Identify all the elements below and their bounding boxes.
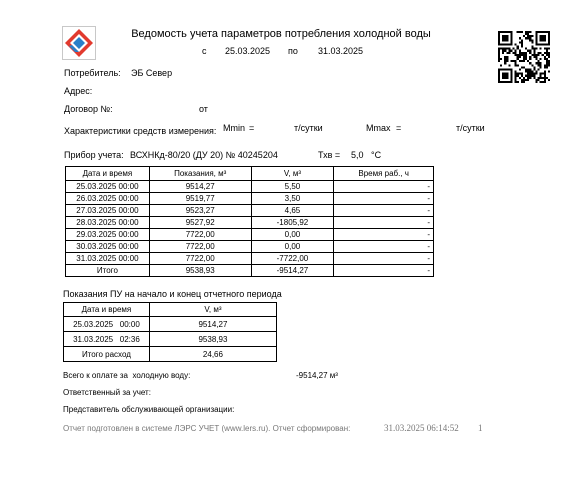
cell-work-time: - <box>334 181 434 193</box>
cell-volume: 0,00 <box>251 241 334 253</box>
cell-work-time: - <box>334 229 434 241</box>
contract-from-label: от <box>199 104 208 114</box>
period-row <box>64 332 277 347</box>
responsible-label: Ответственный за учет: <box>63 388 151 397</box>
table-total-row <box>66 265 434 277</box>
period-cell-datetime: 25.03.2025 00:00 <box>64 317 150 332</box>
representative-label: Представитель обслуживающей организации: <box>63 405 235 414</box>
cell-reading: 7722,00 <box>149 253 251 265</box>
table-row <box>66 181 434 193</box>
txv-unit: °С <box>371 150 382 160</box>
cell-work-time: - <box>334 241 434 253</box>
cell-volume: -7722,00 <box>251 253 334 265</box>
total-reading: 9538,93 <box>149 265 251 277</box>
table-row <box>66 241 434 253</box>
cell-datetime: 31.03.2025 00:00 <box>66 253 150 265</box>
total-work-time: - <box>334 265 434 277</box>
cell-reading: 7722,00 <box>149 241 251 253</box>
table-row <box>66 205 434 217</box>
characteristics-label: Характеристики средств измерения: <box>64 126 217 136</box>
cell-work-time: - <box>334 253 434 265</box>
cell-work-time: - <box>334 217 434 229</box>
total-label: Итого <box>66 265 150 277</box>
footer-text: Отчет подготовлен в системе ЛЭРС УЧЕТ (www.lers.ru). Отчет сформирован: <box>63 424 351 433</box>
cell-reading: 9519,77 <box>149 193 251 205</box>
cell-datetime: 26.03.2025 00:00 <box>66 193 150 205</box>
period-col-header-datetime: Дата и время <box>64 303 150 317</box>
device-value: ВСХНКд-80/20 (ДУ 20) № 40245204 <box>130 150 278 160</box>
consumer-label: Потребитель: <box>64 68 121 78</box>
cell-reading: 9514,27 <box>149 181 251 193</box>
period-total-value: 24,66 <box>149 347 276 362</box>
cell-work-time: - <box>334 193 434 205</box>
col-header-datetime: Дата и время <box>66 167 150 181</box>
period-header-row <box>64 303 277 317</box>
period-to-label: по <box>288 46 298 56</box>
address-label: Адрес: <box>64 86 93 96</box>
period-row <box>64 317 277 332</box>
cell-reading: 9523,27 <box>149 205 251 217</box>
txv-value: 5,0 <box>351 150 364 160</box>
mmin-unit: т/сутки <box>294 123 323 133</box>
period-cell-volume: 9514,27 <box>149 317 276 332</box>
period-from-label: с <box>202 46 207 56</box>
cell-datetime: 25.03.2025 00:00 <box>66 181 150 193</box>
cell-work-time: - <box>334 205 434 217</box>
period-from-date: 25.03.2025 <box>225 46 271 56</box>
table-row <box>66 229 434 241</box>
mmin-label: Mmin <box>223 123 245 133</box>
document-title: Ведомость учета параметров потребления холодной воды <box>131 28 431 40</box>
cell-reading: 7722,00 <box>149 229 251 241</box>
total-volume: -9514,27 <box>251 265 334 277</box>
mmax-label: Mmax <box>366 123 391 133</box>
table-row <box>66 193 434 205</box>
mmax-eq: = <box>396 123 402 133</box>
payment-label: Всего к оплате за холодную воду: <box>63 371 191 380</box>
cell-volume: 3,50 <box>251 193 334 205</box>
txv-label: Тхв = <box>318 150 341 160</box>
readings-table <box>65 166 434 277</box>
period-col-header-volume: V, м³ <box>149 303 276 317</box>
cell-datetime: 28.03.2025 00:00 <box>66 217 150 229</box>
table-header-row <box>66 167 434 181</box>
device-label: Прибор учета: <box>64 150 124 160</box>
qr-code <box>498 31 550 83</box>
cell-volume: -1805,92 <box>251 217 334 229</box>
col-header-volume: V, м³ <box>251 167 334 181</box>
cell-datetime: 27.03.2025 00:00 <box>66 205 150 217</box>
footer-page-number: 1 <box>478 423 483 433</box>
period-total-row <box>64 347 277 362</box>
period-to-date: 31.03.2025 <box>318 46 364 56</box>
cell-datetime: 30.03.2025 00:00 <box>66 241 150 253</box>
period-total-label: Итого расход <box>64 347 150 362</box>
mmin-eq: = <box>249 123 255 133</box>
col-header-work-time: Время раб., ч <box>334 167 434 181</box>
cell-volume: 5,50 <box>251 181 334 193</box>
consumer-value: ЭБ Север <box>131 68 173 78</box>
table-row <box>66 217 434 229</box>
period-section-title: Показания ПУ на начало и конец отчетного периода <box>63 289 282 299</box>
cell-volume: 4,65 <box>251 205 334 217</box>
table-row <box>66 253 434 265</box>
contract-label: Договор №: <box>64 104 113 114</box>
cell-datetime: 29.03.2025 00:00 <box>66 229 150 241</box>
mmax-unit: т/сутки <box>456 123 485 133</box>
footer-timestamp: 31.03.2025 06:14:52 <box>384 423 459 433</box>
col-header-readings: Показания, м³ <box>149 167 251 181</box>
cell-reading: 9527,92 <box>149 217 251 229</box>
period-cell-volume: 9538,93 <box>149 332 276 347</box>
period-cell-datetime: 31.03.2025 02:36 <box>64 332 150 347</box>
payment-value: -9514,27 м³ <box>296 371 338 380</box>
period-table <box>63 302 277 362</box>
cell-volume: 0,00 <box>251 229 334 241</box>
